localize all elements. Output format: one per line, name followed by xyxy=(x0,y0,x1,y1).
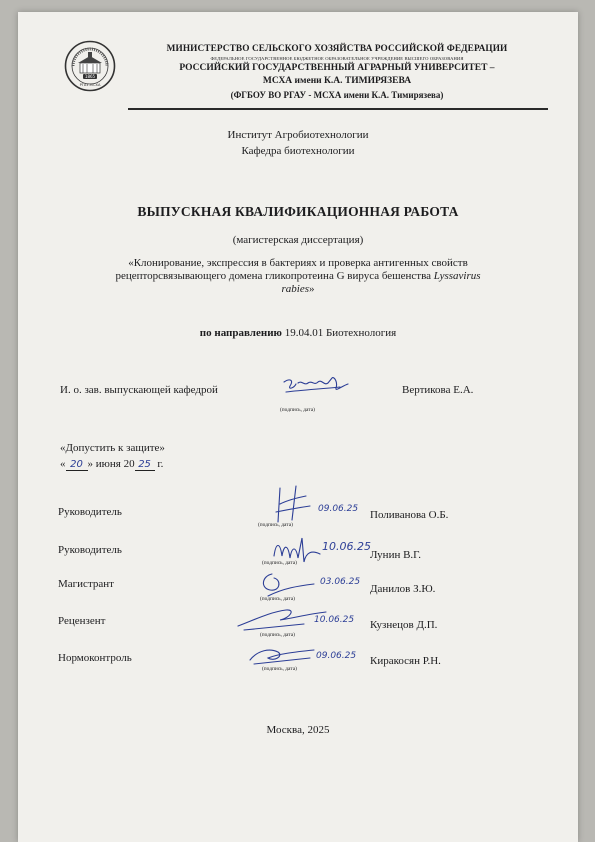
document-subtitle: (магистерская диссертация) xyxy=(232,234,364,246)
signatory-name: Данилов З.Ю. xyxy=(370,583,436,595)
signatory-caption: (подпись, дата) xyxy=(262,666,297,672)
signatory-name: Поливанова О.Б. xyxy=(370,509,449,521)
institute-name: Институт Агробиотехнологии xyxy=(227,129,369,141)
admit-date-line xyxy=(60,458,163,471)
department-name: Кафедра биотехнологии xyxy=(241,145,355,157)
admit-to-defense-label: «Допустить к защите» xyxy=(60,442,165,454)
head-of-department-label: И. о. зав. выпускающей кафедрой xyxy=(60,384,218,396)
logo-caption: РГАУ-МСХА xyxy=(79,83,101,87)
topic-close-quote: » xyxy=(309,283,315,295)
thesis-topic xyxy=(78,257,518,296)
university-name-line2: МСХА имени К.А. ТИМИРЯЗЕВА xyxy=(262,76,412,86)
signatory-role: Руководитель xyxy=(58,506,122,518)
head-signature-caption: (подпись, дата) xyxy=(280,407,315,413)
ministry-title: МИНИСТЕРСТВО СЕЛЬСКОГО ХОЗЯЙСТВА РОССИЙСКОЙ ФЕДЕРАЦИИ xyxy=(166,44,508,54)
institution-type: ФЕДЕРАЛЬНОЕ ГОСУДАРСТВЕННОЕ БЮДЖЕТНОЕ ОБРАЗОВАТЕЛЬНОЕ УЧРЕЖДЕНИЕ ВЫСШЕГО ОБРАЗОВАНИЯ xyxy=(210,56,464,61)
signatory-name: Лунин В.Г. xyxy=(370,549,422,561)
document-page xyxy=(18,12,578,842)
direction-label: по направлению xyxy=(199,327,282,339)
admit-open-quote: « xyxy=(60,458,66,470)
signatory-date: 09.06.25 xyxy=(318,504,359,514)
signatory-date: 10.06.25 xyxy=(322,540,371,553)
signatory-caption: (подпись, дата) xyxy=(260,596,295,602)
admit-day-handwritten: 20 xyxy=(70,459,83,470)
topic-line-3 xyxy=(78,283,518,296)
university-seal-logo xyxy=(64,40,116,92)
topic-species-genus: Lyssavirus xyxy=(433,270,481,282)
admit-year-mark: г. xyxy=(157,458,164,470)
signatory-date: 10.06.25 xyxy=(314,615,355,625)
topic-line-2 xyxy=(78,270,518,283)
logo-year: 1865 xyxy=(84,74,96,80)
university-name-line1: РОССИЙСКИЙ ГОСУДАРСТВЕННЫЙ АГРАРНЫЙ УНИВЕРСИТЕТ – xyxy=(179,63,495,73)
footer-city-year: Москва, 2025 xyxy=(266,724,330,736)
admit-year-field xyxy=(135,458,155,471)
admit-month: июня xyxy=(95,458,121,470)
signatory-name: Кузнецов Д.П. xyxy=(370,619,438,631)
signatory-date: 03.06.25 xyxy=(320,577,361,587)
signatory-role: Рецензент xyxy=(58,615,106,627)
direction-value: 19.04.01 Биотехнология xyxy=(284,327,397,339)
signatory-name: Киракосян Р.Н. xyxy=(370,655,441,667)
signatory-caption: (подпись, дата) xyxy=(260,632,295,638)
admit-year-prefix: 20 xyxy=(123,458,135,470)
signature-supervisor-2 xyxy=(270,532,330,572)
topic-species-name: rabies xyxy=(281,283,309,295)
topic-line-1: «Клонирование, экспрессия в бактериях и проверка антигенных свойств xyxy=(128,257,468,269)
signatory-role: Нормоконтроль xyxy=(58,652,132,664)
signatory-caption: (подпись, дата) xyxy=(262,560,297,566)
study-direction xyxy=(18,327,578,339)
header-divider xyxy=(128,108,548,110)
head-of-department-name: Вертикова Е.А. xyxy=(402,384,474,396)
admit-day-field xyxy=(66,458,88,471)
signatory-role: Магистрант xyxy=(58,578,114,590)
admit-close-quote: » xyxy=(87,458,93,470)
head-signature xyxy=(280,374,350,402)
admit-year-handwritten: 25 xyxy=(138,459,151,470)
university-abbreviation: (ФГБОУ ВО РГАУ - МСХА имени К.А. Тимирязева) xyxy=(230,90,444,100)
signatory-role: Руководитель xyxy=(58,544,122,556)
signature-supervisor-1 xyxy=(266,482,326,526)
signatory-date: 09.06.25 xyxy=(316,651,357,661)
signatory-caption: (подпись, дата) xyxy=(258,522,293,528)
topic-line-2-text: рецепторсвязывающего домена гликопротеина G вируса бешенства xyxy=(115,270,432,282)
document-title: ВЫПУСКНАЯ КВАЛИФИКАЦИОННАЯ РАБОТА xyxy=(137,204,459,219)
